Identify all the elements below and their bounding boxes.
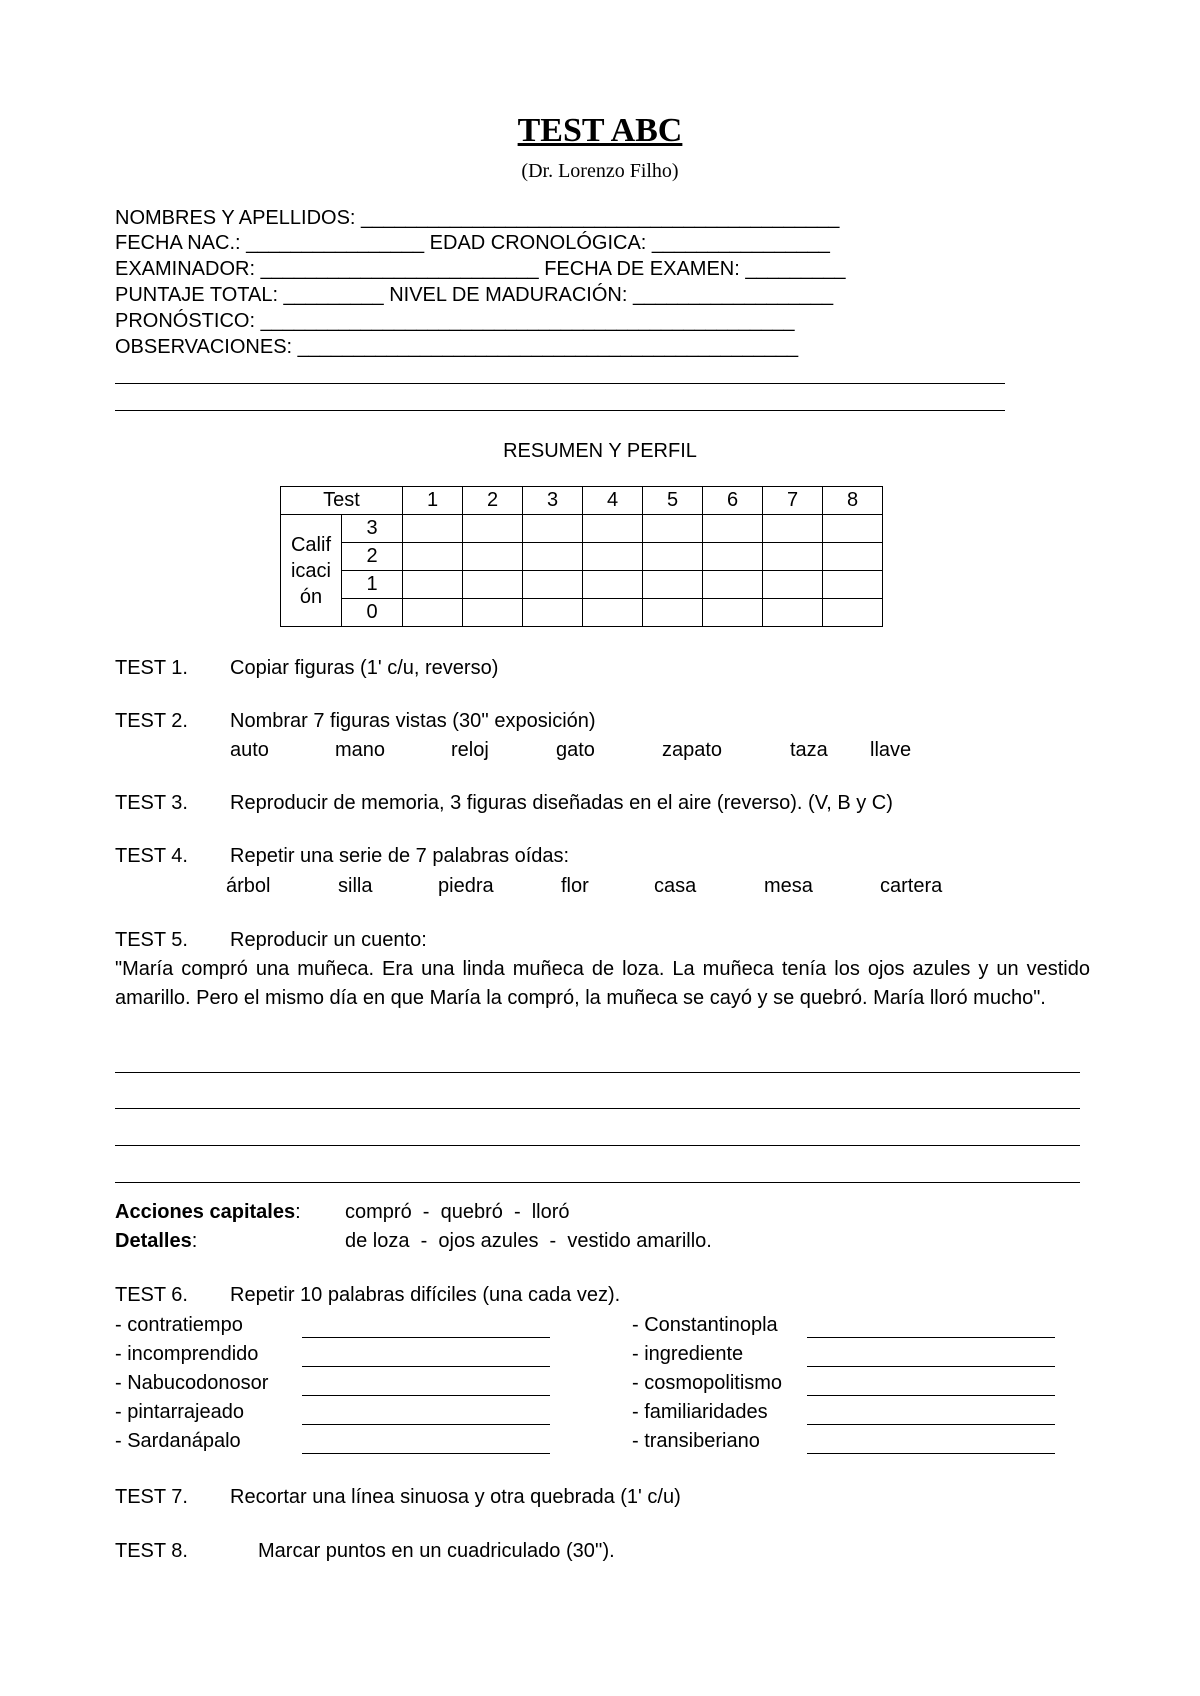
test7-desc: Recortar una línea sinuosa y otra quebrada (1' c/u)	[230, 1486, 681, 1508]
profile-row-1	[281, 571, 883, 599]
profile-row-2	[281, 543, 883, 571]
test4-word: silla	[338, 875, 373, 897]
test3-label: TEST 3.	[115, 792, 188, 814]
cell[interactable]	[523, 571, 583, 599]
cell[interactable]	[823, 599, 883, 627]
test2-desc: Nombrar 7 figuras vistas (30'' exposición)	[230, 710, 596, 732]
observation-rule-2	[115, 410, 1005, 411]
answer-blank[interactable]	[302, 1424, 550, 1425]
test4-desc: Repetir una serie de 7 palabras oídas:	[230, 845, 570, 867]
cell[interactable]	[763, 515, 823, 543]
story-rule-3	[115, 1145, 1080, 1146]
test4-word: cartera	[880, 875, 943, 897]
cell[interactable]	[583, 543, 643, 571]
difficult-word: - familiaridades	[632, 1401, 768, 1423]
score-1: 1	[342, 571, 403, 599]
test2-word: gato	[556, 739, 595, 761]
difficult-word: - Sardanápalo	[115, 1430, 241, 1452]
story-rule-4	[115, 1182, 1080, 1183]
test5-label: TEST 5.	[115, 929, 188, 951]
cell[interactable]	[643, 515, 703, 543]
profile-col-3: 3	[523, 487, 583, 515]
test3-desc: Reproducir de memoria, 3 figuras diseñadas en el aire (reverso). (V, B y C)	[230, 792, 893, 814]
test2-word: zapato	[662, 739, 723, 761]
profile-col-7: 7	[763, 487, 823, 515]
cell[interactable]	[643, 599, 703, 627]
detalles-label: Detalles	[115, 1230, 192, 1252]
difficult-word: - incomprendido	[115, 1343, 259, 1365]
detalles-values: de loza - ojos azules - vestido amarillo.	[345, 1230, 712, 1252]
profile-col-5: 5	[643, 487, 703, 515]
profile-table	[280, 486, 883, 627]
field-puntaje: PUNTAJE TOTAL: _________ NIVEL DE MADURACIÓN: __________________	[115, 284, 834, 306]
acciones-label: Acciones capitales	[115, 1201, 296, 1223]
cell[interactable]	[523, 515, 583, 543]
cell[interactable]	[463, 515, 523, 543]
answer-blank[interactable]	[807, 1453, 1055, 1454]
test4-word: piedra	[438, 875, 494, 897]
test7-label: TEST 7.	[115, 1486, 188, 1508]
profile-header-row	[281, 487, 883, 515]
detalles-colon: :	[191, 1230, 198, 1252]
row-label-line-2: icaci	[290, 559, 331, 582]
observation-rule-1	[115, 383, 1005, 384]
answer-blank[interactable]	[302, 1395, 550, 1396]
cell[interactable]	[763, 543, 823, 571]
test4-word: flor	[561, 875, 589, 897]
difficult-word: - ingrediente	[632, 1343, 744, 1365]
test5-desc: Reproducir un cuento:	[230, 929, 427, 951]
cell[interactable]	[703, 599, 763, 627]
test2-word: auto	[230, 739, 269, 761]
field-fecha-nac: FECHA NAC.: ________________ EDAD CRONOLÓGICA: ________________	[115, 232, 830, 254]
test6-label: TEST 6.	[115, 1284, 188, 1306]
test4-word: casa	[654, 875, 697, 897]
test2-word: taza	[790, 739, 828, 761]
answer-blank[interactable]	[302, 1337, 550, 1338]
profile-row-label	[281, 515, 342, 627]
field-examinador: EXAMINADOR: _________________________ FECHA DE EXAMEN: _________	[115, 258, 846, 280]
cell[interactable]	[583, 599, 643, 627]
answer-blank[interactable]	[807, 1366, 1055, 1367]
story-rule-2	[115, 1108, 1080, 1109]
score-0: 0	[342, 599, 403, 627]
test4-label: TEST 4.	[115, 845, 188, 867]
cell[interactable]	[823, 543, 883, 571]
field-pronostico: PRONÓSTICO: ________________________________________________	[115, 310, 795, 332]
profile-row-3	[281, 515, 883, 543]
cell[interactable]	[703, 571, 763, 599]
profile-header-label: Test	[281, 487, 403, 515]
difficult-word: - contratiempo	[115, 1314, 243, 1336]
test6-desc: Repetir 10 palabras difíciles (una cada vez).	[230, 1284, 621, 1306]
page-title: TEST ABC	[517, 112, 683, 149]
test4-word: mesa	[764, 875, 813, 897]
cell[interactable]	[643, 543, 703, 571]
cell[interactable]	[403, 599, 463, 627]
profile-col-1: 1	[403, 487, 463, 515]
story-rule-1	[115, 1072, 1080, 1073]
test1-label: TEST 1.	[115, 657, 188, 679]
cell[interactable]	[583, 571, 643, 599]
test2-word: reloj	[451, 739, 489, 761]
cell[interactable]	[523, 599, 583, 627]
cell[interactable]	[703, 515, 763, 543]
test2-word: llave	[870, 739, 912, 761]
test5-story: "María compró una muñeca. Era una linda muñeca de loza. La muñeca tenía los ojos azules y un vestido amarillo. Pero el mismo día en que María la compró, la muñeca se cayó y se quebró. María lloró mucho".	[115, 958, 1090, 1009]
answer-blank[interactable]	[807, 1424, 1055, 1425]
cell[interactable]	[763, 599, 823, 627]
difficult-word: - cosmopolitismo	[632, 1372, 783, 1394]
cell[interactable]	[463, 599, 523, 627]
test2-label: TEST 2.	[115, 710, 188, 732]
acciones-colon: :	[295, 1201, 301, 1223]
detalles-label-group	[115, 1230, 197, 1253]
difficult-word: - Constantinopla	[632, 1314, 778, 1336]
difficult-word: - Nabucodonosor	[115, 1372, 269, 1394]
acciones-label-group	[115, 1201, 301, 1224]
cell[interactable]	[823, 571, 883, 599]
cell[interactable]	[403, 571, 463, 599]
test1-desc: Copiar figuras (1' c/u, reverso)	[230, 657, 499, 679]
test2-word: mano	[335, 739, 386, 761]
cell[interactable]	[583, 515, 643, 543]
difficult-word: - pintarrajeado	[115, 1401, 244, 1423]
cell[interactable]	[703, 543, 763, 571]
test4-word: árbol	[226, 875, 271, 897]
profile-col-2: 2	[463, 487, 523, 515]
answer-blank[interactable]	[807, 1395, 1055, 1396]
profile-col-6: 6	[703, 487, 763, 515]
page-subtitle: (Dr. Lorenzo Filho)	[521, 160, 679, 182]
profile-row-0	[281, 599, 883, 627]
answer-blank[interactable]	[302, 1453, 550, 1454]
score-2: 2	[342, 543, 403, 571]
cell[interactable]	[763, 571, 823, 599]
acciones-values: compró - quebró - lloró	[345, 1201, 570, 1223]
test8-label: TEST 8.	[115, 1540, 188, 1562]
score-3: 3	[342, 515, 403, 543]
test8-desc: Marcar puntos en un cuadriculado (30'').	[258, 1540, 615, 1562]
cell[interactable]	[403, 543, 463, 571]
cell[interactable]	[403, 515, 463, 543]
cell[interactable]	[643, 571, 703, 599]
cell[interactable]	[463, 571, 523, 599]
field-nombres: NOMBRES Y APELLIDOS: ___________________________________________	[115, 207, 840, 229]
cell[interactable]	[823, 515, 883, 543]
answer-blank[interactable]	[807, 1337, 1055, 1338]
field-observaciones: OBSERVACIONES: _____________________________________________	[115, 336, 799, 358]
profile-title: RESUMEN Y PERFIL	[503, 440, 697, 462]
cell[interactable]	[463, 543, 523, 571]
row-label-line-3: ón	[299, 585, 323, 608]
profile-col-8: 8	[823, 487, 883, 515]
difficult-word: - transiberiano	[632, 1430, 760, 1452]
answer-blank[interactable]	[302, 1366, 550, 1367]
cell[interactable]	[523, 543, 583, 571]
profile-col-4: 4	[583, 487, 643, 515]
row-label-line-1: Calif	[290, 533, 331, 556]
